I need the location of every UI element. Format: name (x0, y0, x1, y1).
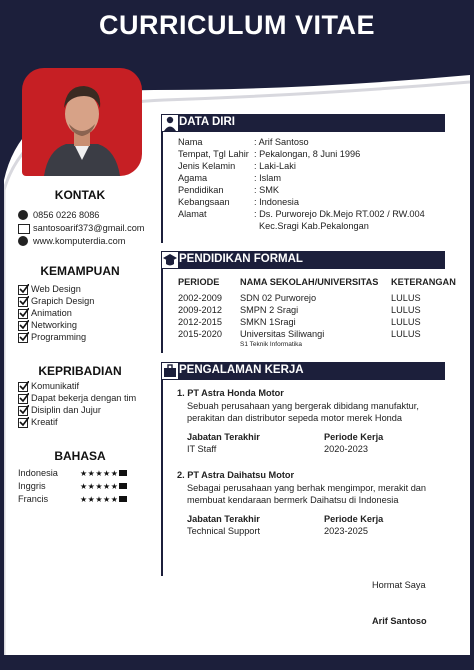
check-icon (18, 406, 28, 416)
pendidikan-heading: PENDIDIKAN FORMAL (179, 253, 303, 265)
edu-header-keterangan: KETERANGAN (391, 277, 456, 287)
edu-header-sekolah: NAMA SEKOLAH/UNIVERSITAS (240, 277, 379, 287)
job-desc: perakitan dan distributor sepeda motor merek Honda (187, 413, 403, 423)
rating-stars-icon: ★★★★★ (80, 495, 119, 504)
data-diri-heading: DATA DIRI (179, 116, 236, 128)
check-icon (18, 418, 28, 428)
dd-label: Alamat (178, 209, 207, 219)
edu-header-periode: PERIODE (178, 277, 220, 287)
edu-school: SDN 02 Purworejo (240, 293, 317, 303)
edu-status: LULUS (391, 305, 421, 315)
language-rating (80, 482, 127, 491)
email-icon (18, 224, 30, 234)
dd-label: Agama (178, 173, 208, 183)
skill-item: Web Design (31, 284, 81, 294)
dd-label: Pendidikan (178, 185, 224, 195)
page-title: CURRICULUM VITAE (99, 10, 375, 40)
dd-address-line2: Kec.Sragi Kab.Pekalongan (259, 221, 369, 231)
job-periode-label: Periode Kerja (324, 432, 384, 442)
pengalaman-header (161, 362, 445, 380)
trait-item: Komunikatif (31, 381, 80, 391)
language-item: Indonesia (18, 468, 58, 478)
pendidikan-header (161, 251, 445, 269)
language-item: Francis (18, 494, 49, 504)
check-icon (18, 285, 28, 295)
section-divider (161, 380, 163, 576)
signature-greeting: Hormat Saya (372, 580, 426, 590)
edu-periode: 2012-2015 (178, 317, 222, 327)
edu-school: SMKN 1Sragi (240, 317, 296, 327)
edu-status: LULUS (391, 293, 421, 303)
graduation-cap-icon (162, 252, 178, 268)
briefcase-icon (162, 363, 178, 379)
bahasa-heading: BAHASA (54, 449, 106, 463)
job-desc: Sebagai perusahaan yang berhak mengimpor, merakit dan (187, 483, 427, 493)
skill-item: Programming (31, 332, 87, 342)
rating-stars-icon: ★★★★★ (80, 469, 119, 478)
signature-name: Arif Santoso (372, 616, 427, 626)
kontak-heading: KONTAK (54, 188, 106, 202)
job-desc: membuat kendaraan bermerk Daihatsu di Indonesia (187, 495, 399, 505)
dd-value: : Laki-Laki (254, 161, 296, 171)
dd-value: : Pekalongan, 8 Juni 1996 (254, 149, 361, 159)
job-desc: Sebuah perusahaan yang bergerak dibidang manufaktur, (187, 401, 419, 411)
profile-photo (22, 68, 142, 176)
edu-status: LULUS (391, 329, 421, 339)
dd-value: : Indonesia (254, 197, 299, 207)
job-company: 1. PT Astra Honda Motor (177, 388, 284, 398)
skill-item: Grapich Design (31, 296, 95, 306)
check-icon (18, 382, 28, 392)
job-jabatan: IT Staff (187, 444, 217, 454)
dd-value: : Ds. Purworejo Dk.Mejo RT.002 / RW.004 (254, 209, 425, 219)
job-jabatan: Technical Support (187, 526, 261, 536)
rating-stars-icon: ★★★★★ (80, 482, 119, 491)
job-jabatan-label: Jabatan Terakhir (187, 514, 260, 524)
edu-periode: 2015-2020 (178, 329, 222, 339)
globe-icon (18, 236, 28, 246)
job-periode: 2020-2023 (324, 444, 368, 454)
edu-status: LULUS (391, 317, 421, 327)
dd-value: : Islam (254, 173, 282, 183)
person-icon (162, 115, 178, 131)
dd-label: Tempat, Tgl Lahir (178, 149, 249, 159)
job-company: 2. PT Astra Daihatsu Motor (177, 470, 295, 480)
language-rating (80, 495, 127, 504)
dd-label: Kebangsaan (178, 197, 230, 207)
trait-item: Kreatif (31, 417, 58, 427)
kemampuan-heading: KEMAMPUAN (40, 264, 120, 278)
edu-school: Universitas Siliwangi (240, 329, 325, 339)
section-divider (161, 269, 163, 353)
kontak-email: santosoarif373@gmail.com (33, 223, 145, 233)
pengalaman-heading: PENGALAMAN KERJA (179, 364, 304, 376)
job-periode: 2023-2025 (324, 526, 368, 536)
kepribadian-heading: KEPRIBADIAN (38, 364, 122, 378)
section-divider (161, 132, 163, 243)
dd-label: Nama (178, 137, 203, 147)
edu-periode: 2002-2009 (178, 293, 222, 303)
job-jabatan-label: Jabatan Terakhir (187, 432, 260, 442)
edu-school: SMPN 2 Sragi (240, 305, 299, 315)
kontak-phone: 0856 0226 8086 (33, 210, 100, 220)
phone-icon (18, 210, 28, 220)
dd-value: : Arif Santoso (254, 137, 309, 147)
kontak-web: www.komputerdia.com (33, 236, 126, 246)
language-rating (80, 469, 127, 478)
check-icon (18, 309, 28, 319)
job-periode-label: Periode Kerja (324, 514, 384, 524)
skill-item: Animation (31, 308, 72, 318)
data-diri-header (161, 114, 445, 132)
check-icon (18, 394, 28, 404)
check-icon (18, 297, 28, 307)
check-icon (18, 333, 28, 343)
language-item: Inggris (18, 481, 46, 491)
check-icon (18, 321, 28, 331)
edu-periode: 2009-2012 (178, 305, 222, 315)
skill-item: Networking (31, 320, 77, 330)
trait-item: Disiplin dan Jujur (31, 405, 101, 415)
dd-value: : SMK (254, 185, 280, 195)
edu-sub-note: S1 Teknik Informatika (240, 341, 303, 348)
dd-label: Jenis Kelamin (178, 161, 236, 171)
trait-item: Dapat bekerja dengan tim (31, 393, 137, 403)
